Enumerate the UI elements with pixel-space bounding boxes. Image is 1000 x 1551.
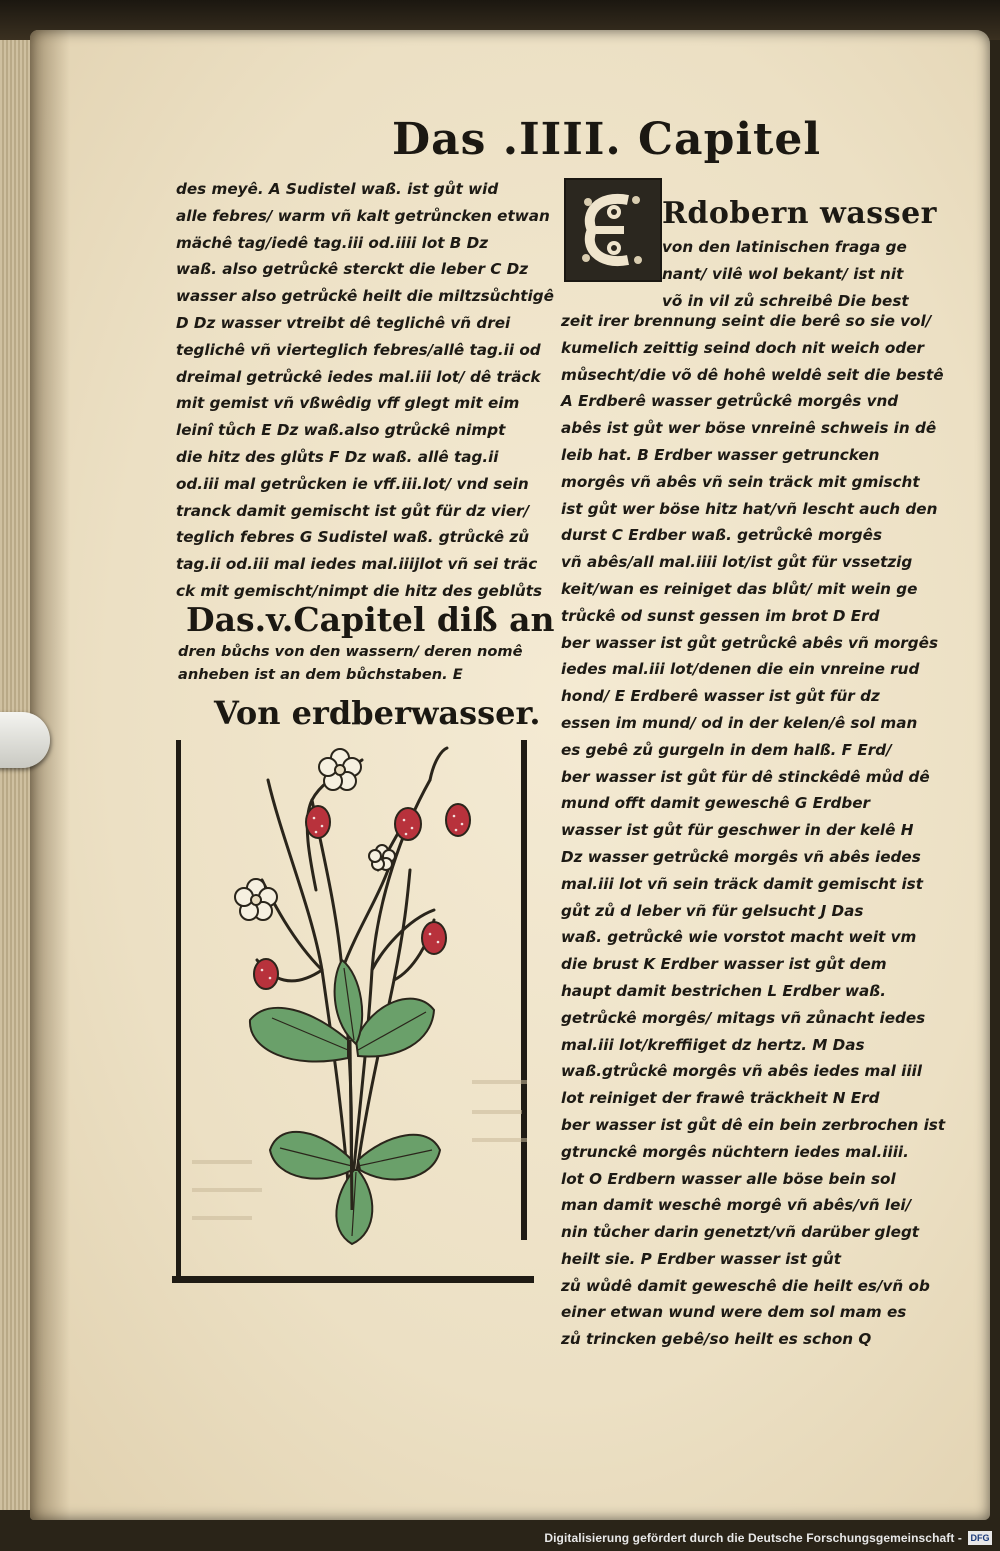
text-line: lot O Erdbern wasser alle böse bein sol (561, 1169, 896, 1188)
text-line: nin tůcher darin genetzt/vñ darüber glegt (561, 1223, 920, 1242)
text-line: A Erdberê wasser getrůckê morgês vnd (561, 392, 899, 411)
text-line: die hitz des glůts F Dz waß. allê tag.ii (176, 447, 499, 466)
text-line: gůt zů d leber vñ für gelsucht J Das (561, 901, 864, 920)
text-line: waß.gtrůckê morgês vñ abês iedes mal iiil (561, 1062, 922, 1081)
text-line: haupt damit bestrichen L Erdber waß. (561, 981, 886, 1000)
text-line: mal.iii lot/kreffiiget dz hertz. M Das (561, 1035, 865, 1054)
text-line: iedes mal.iii lot/denen die ein vnreine rud (561, 660, 920, 679)
text-line: waß. also getrůckê sterckt die leber C Dz (176, 260, 529, 279)
text-line: ck mit gemischt/nimpt die hitz des geblůts (176, 581, 543, 600)
right-column-text (561, 308, 946, 1353)
text-line: võ in vil zů schreibê Die best (662, 291, 909, 310)
text-line: abês ist gůt wer böse vnreinê schweis in dê (561, 419, 937, 438)
chapter-five-title: Das.v.Capitel diß an (186, 600, 555, 639)
text-line: teglich febres G Sudistel waß. gtrůckê zů (176, 528, 530, 547)
text-line: můsecht/die võ dê hohê weldê seit die bestê (561, 365, 944, 384)
chapter-five-intro (178, 640, 548, 686)
text-line: ber wasser ist gůt getrůckê abês vñ morgês (561, 633, 939, 652)
text-line: nant/ vilê wol bekant/ ist nit (662, 264, 904, 283)
text-line: teglichê vñ vierteglich febres/allê tag.ii od (176, 340, 541, 359)
text-line: lot reiniget der frawê träckheit N Erd (561, 1089, 880, 1108)
text-line: kumelich zeittig seind doch nit weich oder (561, 338, 925, 357)
text-line: mächê tag/iedê tag.iii od.iiii lot B Dz (176, 233, 489, 252)
text-line: hond/ E Erdberê wasser ist gůt für dz (561, 687, 880, 706)
text-line: trůckê od sunst gessen im brot D Erd (561, 606, 880, 625)
text-line: mit gemist vñ vßwêdig vff glegt mit eim (176, 394, 520, 413)
text-line: mund offt damit geweschê G Erdber (561, 794, 871, 813)
text-line: gtrunckê morgês nüchtern iedes mal.iiii. (561, 1142, 909, 1161)
right-column-opening (662, 194, 937, 314)
text-line: od.iii mal getrůcken ie vff.iii.lot/ vnd sein (176, 474, 529, 493)
text-line: dreimal getrůckê iedes mal.iii lot/ dê träck (176, 367, 541, 386)
text-line: D Dz wasser vtreibt dê teglichê vñ drei (176, 313, 511, 332)
text-line: wasser ist gůt für geschwer in der kelê H (561, 821, 914, 840)
footer-credit: Digitalisierung gefördert durch die Deutsche Forschungsgemeinschaft - (544, 1531, 962, 1545)
text-line: des meyê. A Sudistel waß. ist gůt wid (176, 180, 499, 198)
text-line: die brust K Erdber wasser ist gůt dem (561, 955, 887, 974)
text-line: anheben ist an dem bůchstaben. E (178, 666, 463, 683)
decorated-initial-e (564, 178, 662, 282)
strawberry-plant-woodcut (172, 740, 534, 1285)
left-column-text (176, 176, 554, 605)
text-line: heilt sie. P Erdber wasser ist gůt (561, 1249, 841, 1268)
text-line: leib hat. B Erdber wasser getruncken (561, 445, 880, 464)
text-line: von den latinischen fraga ge (662, 238, 907, 256)
running-head: Das .IIII. Capitel (392, 114, 822, 165)
text-line: ber wasser ist gůt für dê stinckêdê můd dê (561, 767, 930, 786)
text-line: waß. getrůckê wie vorstot macht weit vm (561, 928, 917, 947)
text-line: essen im mund/ od in der kelen/ê sol man (561, 713, 918, 732)
text-line: dren bůchs von den wassern/ deren nomê (178, 643, 523, 660)
dfg-logo: DFG (968, 1531, 992, 1545)
text-line: einer etwan wund were dem sol mam es (561, 1303, 907, 1322)
spine-shadow (30, 30, 70, 1520)
text-line: zů wůdê damit geweschê die heilt es/vñ ob (561, 1276, 930, 1295)
chapter-title-erdbern-wasser: Rdobern wasser (662, 196, 937, 231)
text-line: zů trincken gebê/so heilt es schon Q (561, 1330, 872, 1349)
text-line: man damit weschê morgê vñ abês/vñ lei/ (561, 1196, 912, 1215)
text-line: alle febres/ warm vñ kalt getrůncken etwan (176, 206, 550, 225)
text-line: mal.iii lot vñ sein träck damit gemischt ist (561, 874, 923, 893)
text-line: zeit irer brennung seint die berê so sie vol/ (561, 312, 932, 330)
text-line: morgês vñ abês vñ sein träck mit gmischt (561, 472, 920, 491)
text-line: vñ abês/all mal.iiii lot/ist gůt für vssetzig (561, 553, 913, 572)
text-line: tag.ii od.iii mal iedes mal.iiijlot vñ sei träc (176, 555, 538, 574)
text-line: durst C Erdber waß. getrůckê morgês (561, 526, 882, 545)
text-line: keit/wan es reiniget das blůt/ mit wein ge (561, 579, 918, 598)
text-line: Dz wasser getrůckê morgês vñ abês iedes (561, 847, 921, 866)
text-line: ist gůt wer böse hitz hat/vñ lescht auch den (561, 499, 938, 518)
text-line: es gebê zů gurgeln in dem halß. F Erd/ (561, 740, 892, 759)
text-line: ber wasser ist gůt dê ein bein zerbrochen ist (561, 1115, 946, 1134)
text-line: tranck damit gemischt ist gůt für dz vier/ (176, 501, 530, 520)
text-line: getrůckê morgês/ mitags vñ zůnacht iedes (561, 1008, 926, 1027)
text-line: leinî tůch E Dz waß.also gtrůckê nimpt (176, 421, 506, 440)
plant-heading: Von erdberwasser. (214, 694, 541, 732)
text-line: wasser also getrůckê heilt die miltzsůchtigê (176, 287, 554, 306)
